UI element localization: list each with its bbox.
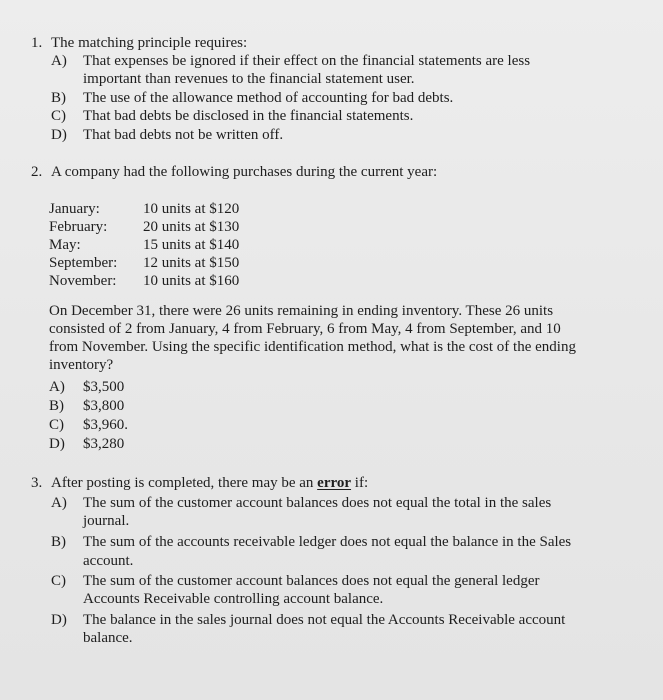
- question-text: [51, 474, 368, 492]
- option-text: $3,960.: [83, 417, 128, 433]
- purchase-units: 12 units at $150: [143, 255, 240, 271]
- purchase-month: September:: [49, 255, 118, 271]
- option-text: That expenses be ignored if their effect on the financial statements are less: [83, 53, 531, 69]
- question-text: A company had the following purchases during the current year:: [51, 164, 438, 180]
- paragraph-line: inventory?: [49, 357, 114, 373]
- option-text-continued: journal.: [83, 513, 130, 529]
- option-letter: B): [51, 90, 66, 106]
- purchase-units: 10 units at $160: [143, 273, 240, 289]
- option-text: $3,280: [83, 436, 125, 452]
- emphasis-word: error: [317, 475, 352, 491]
- option-text: The balance in the sales journal does not equal the Accounts Receivable account: [83, 612, 566, 628]
- option-text: $3,500: [83, 379, 125, 395]
- purchase-units: 20 units at $130: [143, 219, 240, 235]
- question-number: 3.: [31, 475, 43, 491]
- question-number: 2.: [31, 164, 43, 180]
- option-text-continued: Accounts Receivable controlling account balance.: [83, 591, 384, 607]
- question-text-end: if:: [351, 475, 369, 491]
- option-letter: C): [51, 108, 66, 124]
- option-letter: A): [51, 53, 67, 69]
- question-text-start: After posting is completed, there may be an: [51, 475, 318, 491]
- purchase-month: May:: [49, 237, 81, 253]
- option-text: $3,800: [83, 398, 125, 414]
- question-paragraph: [49, 302, 659, 374]
- option-text: The use of the allowance method of accounting for bad debts.: [83, 90, 454, 106]
- option-letter: D): [51, 612, 67, 628]
- paragraph-line: On December 31, there were 26 units remaining in ending inventory. These 26 units: [49, 303, 554, 319]
- paragraph-line: consisted of 2 from January, 4 from February, 6 from May, 4 from September, and 10: [49, 321, 561, 337]
- purchase-units: 10 units at $120: [143, 201, 240, 217]
- option-text: That bad debts be disclosed in the financial statements.: [83, 108, 414, 124]
- option-text: That bad debts not be written off.: [83, 127, 284, 143]
- option-text-continued: account.: [83, 553, 134, 569]
- option-letter: A): [49, 379, 65, 395]
- option-letter: D): [51, 127, 67, 143]
- option-letter: D): [49, 436, 65, 452]
- option-text-continued: balance.: [83, 630, 133, 646]
- question-number: 1.: [31, 35, 43, 51]
- purchase-month: November:: [49, 273, 117, 289]
- purchase-month: February:: [49, 219, 108, 235]
- option-letter: C): [49, 417, 64, 433]
- option-letter: A): [51, 495, 67, 511]
- purchase-units: 15 units at $140: [143, 237, 240, 253]
- question-text: The matching principle requires:: [51, 35, 248, 51]
- option-text: The sum of the accounts receivable ledger does not equal the balance in the Sales: [83, 534, 572, 550]
- option-letter: C): [51, 573, 66, 589]
- option-text: The sum of the customer account balances does not equal the total in the sales: [83, 495, 552, 511]
- option-letter: B): [49, 398, 64, 414]
- option-text-continued: important than revenues to the financial statement user.: [83, 71, 415, 87]
- option-text: The sum of the customer account balances does not equal the general ledger: [83, 573, 540, 589]
- paragraph-line: from November. Using the specific identification method, what is the cost of the ending: [49, 339, 576, 355]
- purchase-month: January:: [49, 201, 100, 217]
- option-letter: B): [51, 534, 66, 550]
